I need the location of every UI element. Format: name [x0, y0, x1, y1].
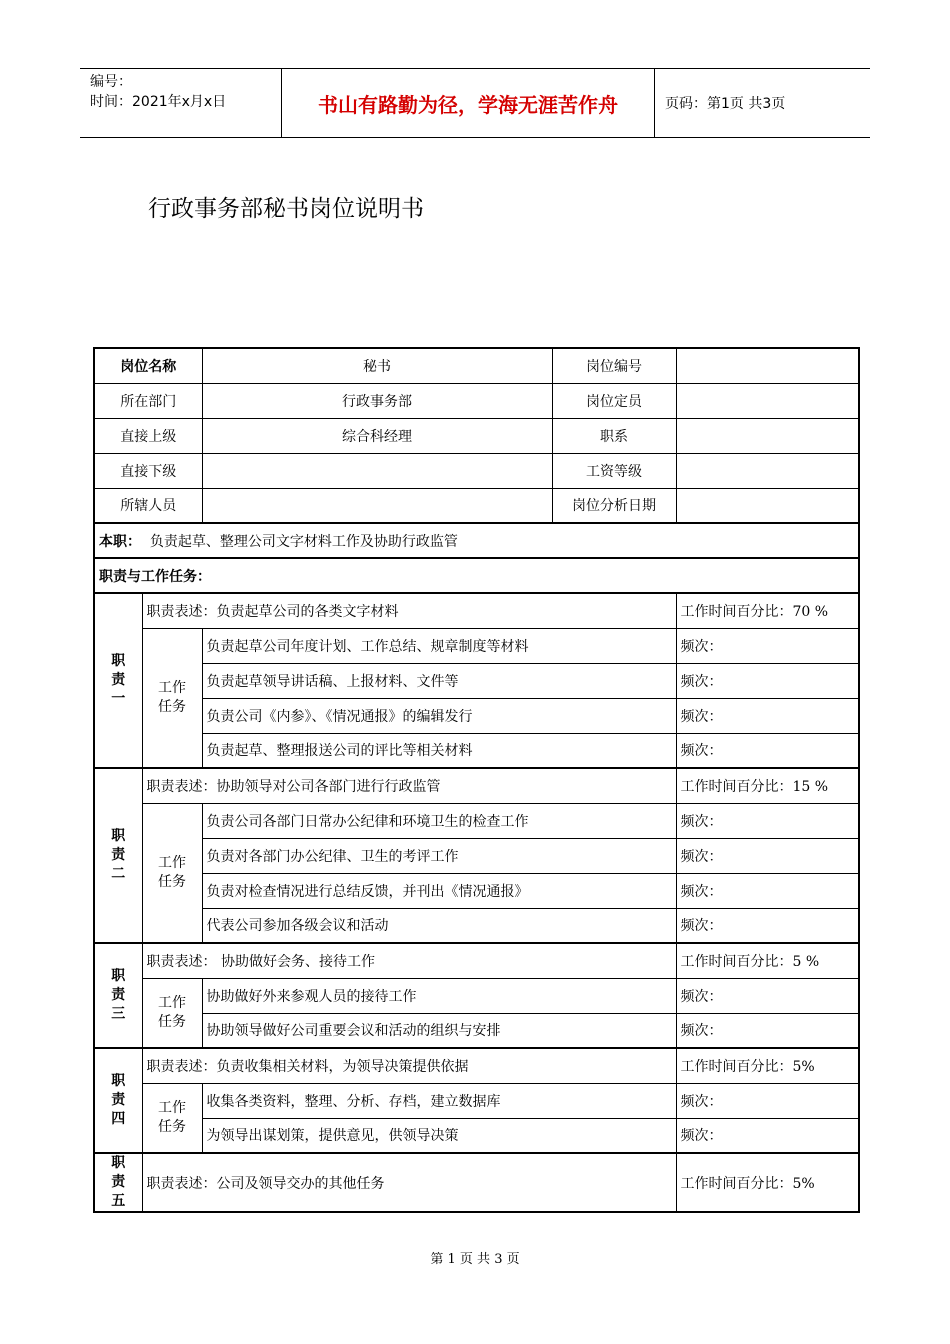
duty-row — [94, 523, 859, 558]
task-frequency: 频次： — [676, 978, 859, 1013]
duty-description: 职责表述：公司及领导交办的其他任务 — [142, 1153, 676, 1212]
task-row — [94, 978, 859, 1013]
work-task-label: 工作 任务 — [142, 803, 202, 943]
task-row — [94, 698, 859, 733]
duty-number-label: 职 责 一 — [94, 593, 142, 768]
tasks-heading-row — [94, 558, 859, 593]
task-frequency: 频次： — [676, 838, 859, 873]
task-row — [94, 873, 859, 908]
task-text: 负责起草公司年度计划、工作总结、规章制度等材料 — [202, 628, 676, 663]
info-row — [94, 418, 859, 453]
info-row — [94, 453, 859, 488]
task-frequency: 频次： — [676, 698, 859, 733]
page-footer: 第 1 页 共 3 页 — [430, 1252, 520, 1267]
duty-text: 负责起草、整理公司文字材料工作及协助行政监管 — [149, 533, 458, 550]
dept-label: 所在部门 — [94, 383, 202, 418]
task-frequency: 频次： — [676, 663, 859, 698]
work-time-percentage: 工作时间百分比：5% — [676, 1153, 859, 1212]
duty-block-row — [94, 943, 859, 978]
task-text: 负责对各部门办公纪律、卫生的考评工作 — [202, 838, 676, 873]
task-frequency: 频次： — [676, 733, 859, 768]
task-text: 协助领导做好公司重要会议和活动的组织与安排 — [202, 1013, 676, 1048]
subordinate-value — [202, 453, 552, 488]
work-task-label: 工作 任务 — [142, 1083, 202, 1153]
series-label: 职系 — [552, 418, 676, 453]
duty-number-label: 职 责 二 — [94, 768, 142, 943]
task-text: 负责对检查情况进行总结反馈，并刊出《情况通报》 — [202, 873, 676, 908]
work-time-percentage: 工作时间百分比：5 % — [676, 943, 859, 978]
info-row — [94, 348, 859, 383]
task-text: 代表公司参加各级会议和活动 — [202, 908, 676, 943]
post-name-value: 秘书 — [202, 348, 552, 383]
task-frequency: 频次： — [676, 908, 859, 943]
post-name-label: 岗位名称 — [94, 348, 202, 383]
superior-label: 直接上级 — [94, 418, 202, 453]
task-row — [94, 803, 859, 838]
superior-value: 综合科经理 — [202, 418, 552, 453]
work-time-percentage: 工作时间百分比：70 % — [676, 593, 859, 628]
task-text: 收集各类资料，整理、分析、存档，建立数据库 — [202, 1083, 676, 1118]
task-text: 负责起草、整理报送公司的评比等相关材料 — [202, 733, 676, 768]
task-frequency: 频次： — [676, 628, 859, 663]
duty-description: 职责表述： 协助做好会务、接待工作 — [142, 943, 676, 978]
date-value — [676, 488, 859, 523]
task-row — [94, 838, 859, 873]
duty-description: 职责表述：负责收集相关材料，为领导决策提供依据 — [142, 1048, 676, 1083]
duty-number-label: 职 责 五 — [94, 1153, 142, 1212]
duty-number-label: 职 责 四 — [94, 1048, 142, 1153]
info-row — [94, 383, 859, 418]
task-row — [94, 628, 859, 663]
task-row — [94, 908, 859, 943]
task-text: 负责公司各部门日常办公纪律和环境卫生的检查工作 — [202, 803, 676, 838]
header-motto: 书山有路勤为径，学海无涯苦作舟 — [282, 69, 655, 137]
page-header — [80, 68, 870, 138]
job-description-table — [93, 347, 860, 1213]
duty-label: 本职： — [99, 533, 141, 550]
grade-value — [676, 453, 859, 488]
duty-block-row — [94, 1048, 859, 1083]
task-text: 负责公司《内参》、《情况通报》的编辑发行 — [202, 698, 676, 733]
work-task-label: 工作 任务 — [142, 628, 202, 768]
task-row — [94, 1013, 859, 1048]
number-label: 编号： — [90, 74, 132, 90]
duty-block-row — [94, 768, 859, 803]
task-row — [94, 733, 859, 768]
header-page-info: 页码：第1页 共3页 — [665, 96, 786, 112]
grade-label: 工资等级 — [552, 453, 676, 488]
series-value — [676, 418, 859, 453]
duty-number-label: 职 责 三 — [94, 943, 142, 1048]
staff-label: 所辖人员 — [94, 488, 202, 523]
date-label: 岗位分析日期 — [552, 488, 676, 523]
work-time-percentage: 工作时间百分比：5% — [676, 1048, 859, 1083]
document-title: 行政事务部秘书岗位说明书 — [148, 196, 424, 222]
task-frequency: 频次： — [676, 1083, 859, 1118]
duty-block-row — [94, 593, 859, 628]
duty-cell — [94, 523, 859, 558]
duty-block-row — [94, 1153, 859, 1212]
task-row — [94, 1083, 859, 1118]
task-row — [94, 1118, 859, 1153]
duty-description: 职责表述：负责起草公司的各类文字材料 — [142, 593, 676, 628]
task-text: 负责起草领导讲话稿、上报材料、文件等 — [202, 663, 676, 698]
task-frequency: 频次： — [676, 803, 859, 838]
time-label: 时间：2021年x月x日 — [90, 94, 227, 110]
dept-value: 行政事务部 — [202, 383, 552, 418]
post-no-label: 岗位编号 — [552, 348, 676, 383]
header-left — [80, 69, 282, 137]
work-time-percentage: 工作时间百分比：15 % — [676, 768, 859, 803]
subordinate-label: 直接下级 — [94, 453, 202, 488]
duty-description: 职责表述：协助领导对公司各部门进行行政监管 — [142, 768, 676, 803]
quota-value — [676, 383, 859, 418]
work-task-label: 工作 任务 — [142, 978, 202, 1048]
task-frequency: 频次： — [676, 873, 859, 908]
task-row — [94, 663, 859, 698]
quota-label: 岗位定员 — [552, 383, 676, 418]
post-no-value — [676, 348, 859, 383]
tasks-heading: 职责与工作任务： — [94, 558, 859, 593]
task-frequency: 频次： — [676, 1118, 859, 1153]
task-text: 协助做好外来参观人员的接待工作 — [202, 978, 676, 1013]
staff-value — [202, 488, 552, 523]
task-frequency: 频次： — [676, 1013, 859, 1048]
info-row — [94, 488, 859, 523]
task-text: 为领导出谋划策，提供意见，供领导决策 — [202, 1118, 676, 1153]
